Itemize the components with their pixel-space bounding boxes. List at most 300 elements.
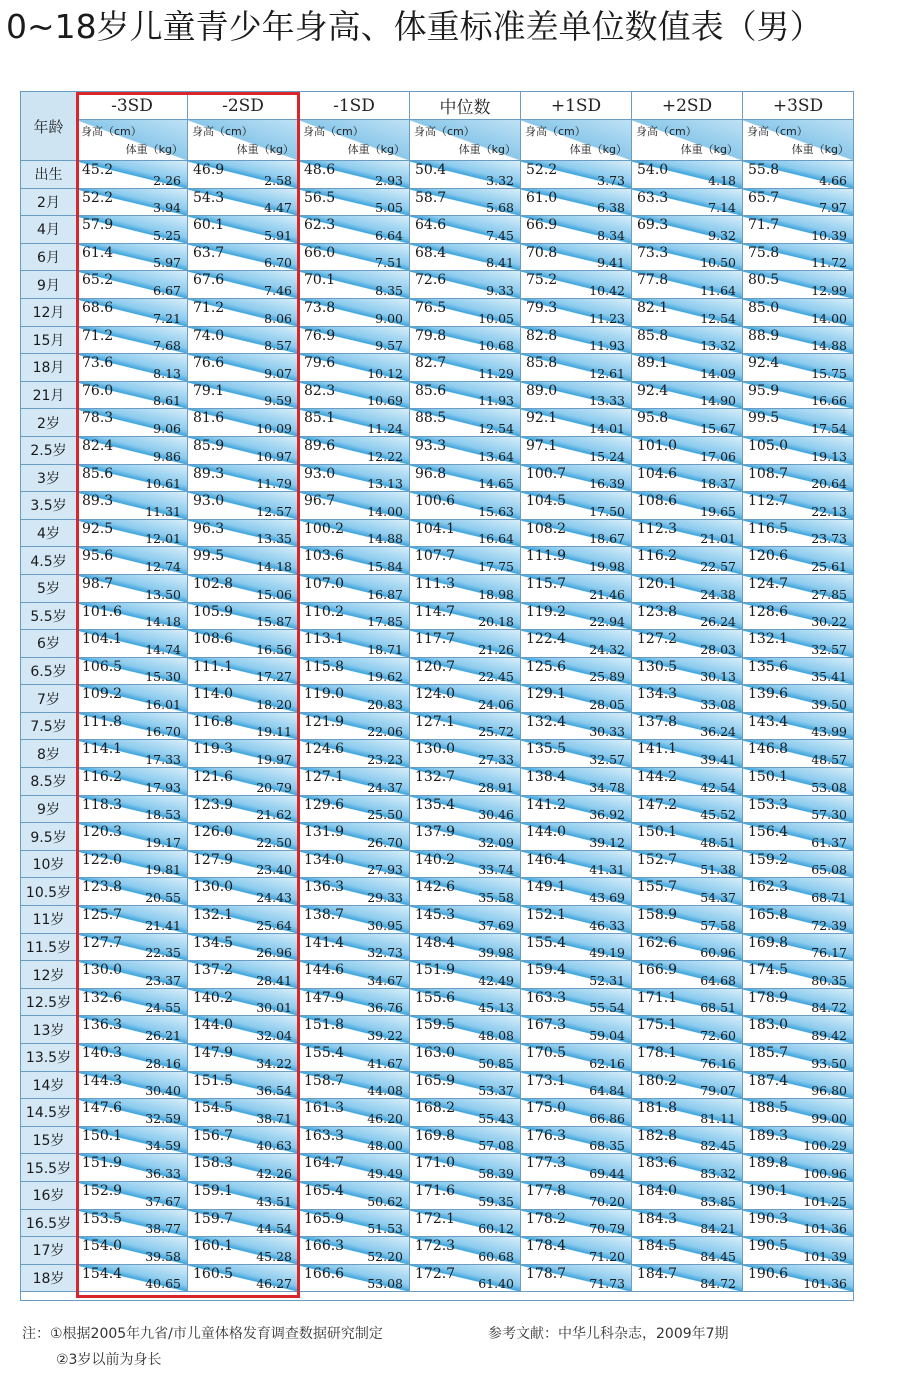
height-value: 82.3: [304, 382, 336, 399]
height-value: 127.7: [82, 934, 123, 951]
height-value: 108.2: [526, 520, 567, 537]
height-value: 65.7: [748, 189, 780, 206]
height-value: 117.7: [415, 631, 456, 648]
height-value: 127.1: [304, 769, 345, 786]
weight-value: 71.20: [589, 1248, 625, 1264]
height-value: 153.3: [748, 796, 789, 813]
weight-value: 13.32: [700, 338, 736, 354]
weight-value: 4.18: [708, 172, 736, 188]
table-cell: [299, 465, 410, 493]
height-value: 123.9: [193, 796, 234, 813]
height-value: 135.6: [748, 658, 789, 675]
sd-column-header: 中位数: [410, 92, 521, 120]
height-weight-subheader: [632, 120, 743, 161]
table-cell: [188, 575, 299, 603]
height-weight-subheader: [77, 120, 188, 161]
height-value: 139.6: [748, 686, 789, 703]
height-value: 100.7: [526, 465, 567, 482]
sd-column-header: +1SD: [521, 92, 632, 120]
table-cell: [521, 1016, 632, 1044]
weight-value: 6.64: [375, 227, 403, 243]
table-cell: [410, 1099, 521, 1127]
table-cell: [77, 271, 188, 299]
height-value: 155.4: [526, 934, 567, 951]
weight-value: 52.20: [367, 1248, 403, 1264]
table-cell: [410, 1182, 521, 1210]
height-label: 身高（cm）: [525, 125, 586, 138]
weight-value: 19.81: [145, 862, 181, 878]
weight-value: 48.00: [367, 1138, 403, 1154]
table-cell: [410, 878, 521, 906]
table-cell: [188, 1182, 299, 1210]
weight-value: 52.31: [589, 972, 625, 988]
height-value: 171.1: [637, 989, 678, 1006]
height-value: 71.2: [82, 327, 114, 344]
table-cell: [77, 906, 188, 934]
height-value: 141.2: [526, 796, 567, 813]
weight-value: 60.96: [700, 945, 736, 961]
table-cell: [632, 603, 743, 631]
table-cell: [77, 520, 188, 548]
height-value: 115.7: [526, 575, 567, 592]
height-value: 165.4: [304, 1182, 345, 1199]
table-cell: [632, 630, 743, 658]
table-cell: [410, 189, 521, 217]
weight-value: 11.64: [700, 282, 736, 298]
height-value: 188.5: [748, 1100, 789, 1117]
weight-value: 11.72: [811, 255, 847, 271]
weight-value: 7.97: [819, 200, 847, 216]
table-cell: [188, 1044, 299, 1072]
weight-value: 48.57: [811, 752, 847, 768]
table-cell: [743, 382, 854, 410]
weight-value: 32.04: [256, 1028, 292, 1043]
height-weight-subheader: [410, 120, 521, 161]
weight-value: 16.87: [367, 586, 403, 602]
height-value: 116.2: [637, 548, 678, 565]
table-cell: [188, 768, 299, 796]
table-cell: [632, 437, 743, 465]
table-cell: [77, 1154, 188, 1182]
height-value: 172.3: [415, 1238, 456, 1255]
height-value: 112.7: [748, 493, 789, 510]
table-cell: [410, 216, 521, 244]
table-cell: [521, 216, 632, 244]
weight-value: 22.50: [256, 834, 292, 850]
weight-value: 14.65: [478, 476, 514, 492]
weight-value: 6.38: [597, 200, 625, 216]
table-cell: [188, 1154, 299, 1182]
weight-value: 24.32: [589, 641, 625, 657]
table-cell: [743, 823, 854, 851]
height-value: 89.1: [637, 355, 669, 372]
height-label: 身高（cm）: [81, 125, 142, 138]
notes-prefix: 注：: [22, 1326, 50, 1342]
weight-value: 11.93: [589, 338, 625, 354]
weight-value: 20.64: [811, 476, 847, 492]
weight-value: 10.05: [478, 310, 514, 326]
height-value: 135.4: [415, 796, 456, 813]
height-value: 166.9: [637, 962, 678, 979]
table-cell: [743, 1265, 854, 1293]
age-label: 11岁: [21, 906, 77, 934]
table-cell: [188, 492, 299, 520]
height-value: 124.6: [304, 741, 345, 758]
height-value: 158.7: [304, 1072, 345, 1089]
weight-value: 39.12: [589, 834, 625, 850]
table-cell: [521, 1072, 632, 1100]
height-value: 132.6: [82, 989, 123, 1006]
height-value: 159.7: [193, 1210, 234, 1227]
table-cell: [299, 1265, 410, 1293]
growth-standard-table: [20, 91, 854, 1301]
weight-value: 38.77: [145, 1221, 181, 1237]
height-value: 138.7: [304, 907, 345, 924]
weight-value: 21.62: [256, 807, 292, 823]
height-value: 144.0: [193, 1017, 234, 1034]
weight-value: 12.57: [256, 503, 292, 519]
table-cell: [188, 934, 299, 962]
height-value: 66.9: [526, 217, 558, 234]
weight-value: 45.13: [478, 1000, 514, 1016]
height-label: 身高（cm）: [303, 125, 364, 138]
height-value: 174.5: [748, 962, 789, 979]
table-cell: [632, 1182, 743, 1210]
table-cell: [743, 878, 854, 906]
table-cell: [743, 603, 854, 631]
weight-value: 62.16: [589, 1055, 625, 1071]
weight-value: 83.32: [700, 1165, 736, 1181]
height-value: 85.9: [193, 437, 225, 454]
table-cell: [77, 934, 188, 962]
height-value: 178.7: [526, 1265, 567, 1282]
table-cell: [632, 1072, 743, 1100]
table-cell: [188, 354, 299, 382]
height-value: 130.5: [637, 658, 678, 675]
weight-value: 19.11: [256, 724, 292, 740]
height-value: 106.5: [82, 658, 123, 675]
table-cell: [299, 989, 410, 1017]
table-cell: [632, 961, 743, 989]
weight-value: 12.99: [811, 282, 847, 298]
table-cell: [77, 299, 188, 327]
table-cell: [743, 492, 854, 520]
table-cell: [632, 409, 743, 437]
table-cell: [521, 244, 632, 272]
table-cell: [521, 465, 632, 493]
weight-value: 6.67: [153, 282, 181, 298]
height-value: 187.4: [748, 1072, 789, 1089]
table-cell: [299, 189, 410, 217]
weight-value: 28.05: [589, 696, 625, 712]
table-cell: [188, 189, 299, 217]
weight-value: 9.32: [708, 227, 736, 243]
weight-label: 体重（kg）: [791, 143, 849, 156]
height-value: 103.6: [304, 548, 345, 565]
height-value: 100.2: [304, 520, 345, 537]
weight-value: 13.50: [145, 586, 181, 602]
age-label: 3.5岁: [21, 492, 77, 520]
table-cell: [299, 437, 410, 465]
height-value: 69.3: [637, 217, 669, 234]
age-label: 9.5岁: [21, 823, 77, 851]
table-cell: [632, 382, 743, 410]
table-cell: [299, 603, 410, 631]
weight-label: 体重（kg）: [125, 143, 183, 156]
table-cell: [743, 934, 854, 962]
table-cell: [299, 851, 410, 879]
height-value: 155.4: [304, 1045, 345, 1061]
weight-value: 15.06: [256, 586, 292, 602]
weight-value: 25.89: [589, 669, 625, 685]
table-cell: [521, 1154, 632, 1182]
table-cell: [521, 327, 632, 355]
weight-value: 17.06: [700, 448, 736, 464]
height-value: 183.0: [748, 1017, 789, 1034]
table-cell: [188, 851, 299, 879]
weight-value: 16.64: [478, 531, 514, 547]
height-value: 171.6: [415, 1182, 456, 1199]
age-label: 2月: [21, 189, 77, 217]
weight-value: 16.01: [145, 696, 181, 712]
height-value: 189.8: [748, 1155, 789, 1172]
weight-value: 24.55: [145, 1000, 181, 1016]
weight-value: 25.64: [256, 917, 292, 933]
table-cell: [743, 161, 854, 189]
height-value: 92.4: [637, 382, 669, 399]
height-value: 175.0: [526, 1100, 567, 1117]
height-value: 58.7: [415, 189, 447, 206]
weight-value: 17.27: [256, 669, 292, 685]
table-cell: [299, 768, 410, 796]
height-value: 70.8: [526, 244, 558, 261]
age-label: 6.5岁: [21, 658, 77, 686]
table-cell: [410, 575, 521, 603]
height-value: 52.2: [82, 189, 114, 206]
table-cell: [77, 1210, 188, 1238]
height-value: 114.0: [193, 686, 234, 703]
weight-value: 18.98: [478, 586, 514, 602]
height-value: 134.0: [304, 851, 345, 868]
height-label: 身高（cm）: [636, 125, 697, 138]
height-value: 151.9: [82, 1155, 123, 1172]
table-cell: [188, 630, 299, 658]
weight-value: 24.37: [367, 779, 403, 795]
table-cell: [521, 906, 632, 934]
weight-value: 32.57: [811, 641, 847, 657]
height-value: 85.8: [637, 327, 669, 344]
table-cell: [410, 658, 521, 686]
height-value: 190.5: [748, 1238, 789, 1255]
table-cell: [410, 354, 521, 382]
height-value: 67.6: [193, 272, 225, 289]
height-value: 88.5: [415, 410, 447, 427]
weight-value: 100.96: [803, 1165, 847, 1181]
height-value: 50.4: [415, 162, 447, 178]
height-value: 97.1: [526, 437, 558, 454]
table-cell: [188, 961, 299, 989]
height-value: 76.0: [82, 382, 114, 399]
weight-value: 8.06: [264, 310, 292, 326]
table-cell: [77, 354, 188, 382]
table-cell: [743, 437, 854, 465]
table-cell: [521, 961, 632, 989]
table-cell: [299, 685, 410, 713]
table-cell: [410, 1237, 521, 1265]
height-value: 63.7: [193, 244, 225, 261]
height-value: 137.8: [637, 713, 678, 730]
height-value: 92.5: [82, 520, 114, 537]
weight-value: 41.67: [367, 1055, 403, 1071]
table-cell: [632, 1237, 743, 1265]
height-value: 124.7: [748, 575, 789, 592]
height-value: 129.6: [304, 796, 345, 813]
table-cell: [299, 1127, 410, 1155]
table-cell: [743, 244, 854, 272]
weight-value: 51.38: [700, 862, 736, 878]
height-value: 82.4: [82, 437, 114, 454]
table-cell: [743, 189, 854, 217]
weight-value: 64.84: [589, 1083, 625, 1099]
table-cell: [77, 575, 188, 603]
weight-value: 7.14: [708, 200, 736, 216]
weight-value: 28.91: [478, 779, 514, 795]
weight-value: 32.59: [145, 1110, 181, 1126]
table-cell: [743, 1154, 854, 1182]
height-value: 130.0: [193, 879, 234, 896]
table-cell: [299, 271, 410, 299]
height-value: 156.4: [748, 824, 789, 841]
table-cell: [521, 1182, 632, 1210]
height-value: 129.1: [526, 686, 567, 703]
table-cell: [632, 989, 743, 1017]
table-cell: [188, 161, 299, 189]
age-label: 8岁: [21, 740, 77, 768]
weight-value: 36.76: [367, 1000, 403, 1016]
weight-value: 68.51: [700, 1000, 736, 1016]
weight-value: 66.86: [589, 1110, 625, 1126]
weight-value: 8.34: [597, 227, 625, 243]
weight-value: 19.97: [256, 752, 292, 768]
age-label: 12.5岁: [21, 989, 77, 1017]
height-value: 156.7: [193, 1127, 234, 1144]
weight-value: 24.38: [700, 586, 736, 602]
weight-value: 10.12: [367, 365, 403, 381]
sd-column-header: -1SD: [299, 92, 410, 120]
height-value: 114.1: [82, 741, 123, 758]
table-cell: [521, 1044, 632, 1072]
weight-value: 14.90: [700, 393, 736, 409]
weight-value: 9.06: [153, 420, 181, 436]
height-value: 81.6: [193, 410, 225, 427]
weight-value: 15.67: [700, 420, 736, 436]
height-value: 150.1: [82, 1127, 123, 1144]
age-label: 10岁: [21, 851, 77, 879]
height-value: 74.0: [193, 327, 225, 344]
weight-value: 17.33: [145, 752, 181, 768]
table-cell: [410, 299, 521, 327]
age-label: 16岁: [21, 1182, 77, 1210]
height-value: 154.5: [193, 1100, 234, 1117]
height-value: 141.1: [637, 741, 678, 758]
weight-value: 16.66: [811, 393, 847, 409]
table-cell: [77, 244, 188, 272]
table-cell: [299, 823, 410, 851]
weight-value: 3.73: [597, 172, 625, 188]
weight-value: 14.88: [367, 531, 403, 547]
age-label: 15月: [21, 327, 77, 355]
weight-value: 22.35: [145, 945, 181, 961]
notes-line-1: [22, 1323, 383, 1343]
table-cell: [188, 1072, 299, 1100]
table-cell: [77, 851, 188, 879]
height-value: 137.2: [193, 962, 234, 979]
height-value: 85.6: [82, 465, 114, 482]
table-cell: [299, 1210, 410, 1238]
weight-value: 3.32: [486, 172, 514, 188]
table-cell: [743, 465, 854, 493]
table-cell: [743, 658, 854, 686]
weight-value: 36.24: [700, 724, 736, 740]
table-cell: [299, 492, 410, 520]
height-value: 77.8: [637, 272, 669, 289]
table-cell: [743, 768, 854, 796]
table-cell: [299, 1154, 410, 1182]
table-cell: [410, 989, 521, 1017]
height-value: 113.1: [304, 631, 345, 648]
height-value: 104.6: [637, 465, 678, 482]
table-cell: [743, 271, 854, 299]
weight-value: 36.54: [256, 1083, 292, 1099]
height-value: 108.6: [193, 631, 234, 648]
height-value: 111.3: [415, 575, 456, 592]
height-value: 108.7: [748, 465, 789, 482]
weight-value: 24.43: [256, 890, 292, 906]
weight-value: 6.70: [264, 255, 292, 271]
height-value: 154.0: [82, 1238, 123, 1255]
table-cell: [77, 547, 188, 575]
weight-label: 体重（kg）: [680, 143, 738, 156]
weight-value: 14.00: [367, 503, 403, 519]
height-value: 64.6: [415, 217, 447, 234]
table-cell: [632, 354, 743, 382]
weight-value: 8.41: [486, 255, 514, 271]
height-value: 184.3: [637, 1210, 678, 1227]
height-value: 98.7: [82, 575, 114, 592]
weight-value: 4.66: [819, 172, 847, 188]
table-cell: [410, 630, 521, 658]
table-cell: [521, 492, 632, 520]
height-value: 127.1: [415, 713, 456, 730]
height-value: 122.0: [82, 851, 123, 868]
height-value: 125.7: [82, 907, 123, 924]
height-value: 160.5: [193, 1265, 234, 1282]
table-cell: [410, 934, 521, 962]
height-value: 140.2: [415, 851, 456, 868]
height-value: 85.0: [748, 299, 780, 316]
table-cell: [299, 216, 410, 244]
weight-value: 100.29: [803, 1138, 847, 1154]
weight-value: 84.21: [700, 1221, 736, 1237]
weight-value: 19.98: [589, 558, 625, 574]
table-cell: [410, 1044, 521, 1072]
weight-value: 42.49: [478, 972, 514, 988]
height-value: 138.4: [526, 769, 567, 786]
table-cell: [521, 630, 632, 658]
height-value: 166.6: [304, 1265, 345, 1282]
height-value: 175.1: [637, 1017, 678, 1034]
height-value: 123.8: [82, 879, 123, 896]
